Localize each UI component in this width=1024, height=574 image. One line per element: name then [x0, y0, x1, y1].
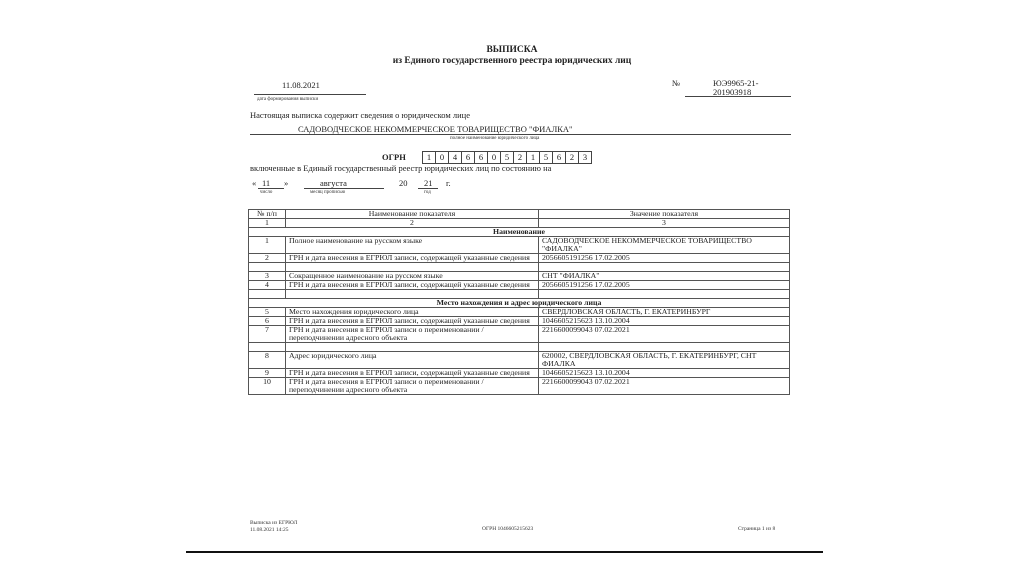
intro-text: Настоящая выписка содержит сведения о юридическом лице	[250, 110, 470, 120]
row-value: 620002, СВЕРДЛОВСКАЯ ОБЛАСТЬ, Г. ЕКАТЕРИНБУРГ, СНТ ФИАЛКА	[539, 352, 790, 369]
extract-number-line1: ЮЭ9965-21-	[713, 78, 759, 88]
row-number: 8	[249, 352, 286, 369]
row-number: 10	[249, 378, 286, 395]
organization-name: САДОВОДЧЕСКОЕ НЕКОММЕРЧЕСКОЕ ТОВАРИЩЕСТВО "ФИАЛКА"	[298, 124, 573, 134]
row-number: 5	[249, 308, 286, 317]
org-name-underline	[250, 134, 791, 135]
ogrn-digit: 2	[565, 151, 579, 164]
caption-year: год	[424, 190, 431, 195]
ogrn-digit: 1	[422, 151, 436, 164]
caption-month: месяц прописью	[310, 190, 346, 195]
row-value: СНТ "ФИАЛКА"	[539, 272, 790, 281]
included-text: включенные в Единый государственный реестр юридических лиц по состоянию на	[250, 163, 552, 173]
col-number: 1	[249, 219, 286, 228]
ogrn-digit: 6	[461, 151, 475, 164]
table-row	[249, 326, 790, 343]
row-indicator: Адрес юридического лица	[286, 352, 539, 369]
ogrn-digit: 1	[526, 151, 540, 164]
document-subtitle: из Единого государственного реестра юридических лиц	[392, 56, 632, 66]
year-prefix: 20	[399, 178, 408, 188]
row-number: 6	[249, 317, 286, 326]
row-value: 1046605215623 13.10.2004	[539, 369, 790, 378]
row-value: 2216600099043 07.02.2021	[539, 326, 790, 343]
row-indicator: Полное наименование на русском языке	[286, 237, 539, 254]
table-row	[249, 254, 790, 263]
row-value: СВЕРДЛОВСКАЯ ОБЛАСТЬ, Г. ЕКАТЕРИНБУРГ	[539, 308, 790, 317]
col-header-number: № п/п	[249, 210, 286, 219]
row-indicator: ГРН и дата внесения в ЕГРЮЛ записи о переименовании / переподчинении адресного объекта	[286, 326, 539, 343]
table-row	[249, 378, 790, 395]
date-underline	[254, 94, 366, 95]
org-name-caption: полное наименование юридического лица	[450, 136, 540, 141]
caption-day: число	[260, 190, 273, 195]
row-number: 4	[249, 281, 286, 290]
ogrn-label: ОГРН	[382, 152, 406, 162]
row-value: САДОВОДЧЕСКОЕ НЕКОММЕРЧЕСКОЕ ТОВАРИЩЕСТВО "ФИАЛКА"	[539, 237, 790, 254]
year-suffix: 21	[424, 178, 433, 188]
footer-extract-datetime: 11.08.2021 14:25	[250, 527, 289, 533]
document-title: ВЫПИСКА	[486, 45, 538, 55]
date-day: 11	[262, 178, 271, 188]
bottom-divider	[186, 551, 823, 553]
row-indicator: ГРН и дата внесения в ЕГРЮЛ записи, содержащей указанные сведения	[286, 281, 539, 290]
ogrn-digit: 0	[487, 151, 501, 164]
row-indicator: ГРН и дата внесения в ЕГРЮЛ записи, содержащей указанные сведения	[286, 369, 539, 378]
row-number: 3	[249, 272, 286, 281]
ogrn-digit: 2	[513, 151, 527, 164]
ogrn-digit: 5	[539, 151, 553, 164]
year-underline	[418, 188, 438, 189]
day-close-quote: »	[284, 178, 289, 188]
ogrn-digit: 0	[435, 151, 449, 164]
day-open-quote: «	[252, 178, 257, 188]
date-caption: дата формирования выписки	[257, 97, 319, 102]
col-header-value: Значение показателя	[539, 210, 790, 219]
date-month: августа	[320, 178, 347, 188]
row-indicator: Сокращенное наименование на русском языке	[286, 272, 539, 281]
row-value: 2056605191256 17.02.2005	[539, 281, 790, 290]
row-number: 2	[249, 254, 286, 263]
formation-date: 11.08.2021	[282, 80, 320, 90]
extract-number-line2: 201903918	[713, 87, 752, 97]
month-underline	[304, 188, 384, 189]
table-header-row	[249, 210, 790, 219]
egrul-table	[248, 209, 790, 395]
ogrn-digit: 5	[500, 151, 514, 164]
table-row	[249, 352, 790, 369]
row-indicator: ГРН и дата внесения в ЕГРЮЛ записи, содержащей указанные сведения	[286, 317, 539, 326]
col-number: 2	[286, 219, 539, 228]
section-title-name: Наименование	[249, 228, 790, 237]
row-value: 1046605215623 13.10.2004	[539, 317, 790, 326]
ogrn-digit: 6	[552, 151, 566, 164]
ogrn-digit: 4	[448, 151, 462, 164]
row-indicator: ГРН и дата внесения в ЕГРЮЛ записи, содержащей указанные сведения	[286, 254, 539, 263]
footer-page-number: Страница 1 из 8	[738, 526, 776, 532]
row-indicator: ГРН и дата внесения в ЕГРЮЛ записи о переименовании / переподчинении адресного объекта	[286, 378, 539, 395]
row-number: 7	[249, 326, 286, 343]
number-underline	[685, 96, 791, 97]
col-header-name: Наименование показателя	[286, 210, 539, 219]
number-sign: №	[672, 78, 681, 88]
day-underline	[258, 188, 284, 189]
footer-extract-label: Выписка из ЕГРЮЛ	[250, 520, 298, 526]
ogrn-digit: 6	[474, 151, 488, 164]
row-value: 2056605191256 17.02.2005	[539, 254, 790, 263]
row-number: 1	[249, 237, 286, 254]
year-label: г.	[446, 178, 451, 188]
footer-ogrn: ОГРН 1046605215623	[482, 526, 534, 532]
table-row	[249, 237, 790, 254]
row-number: 9	[249, 369, 286, 378]
ogrn-digit: 3	[578, 151, 592, 164]
row-indicator: Место нахождения юридического лица	[286, 308, 539, 317]
section-title-address: Место нахождения и адрес юридического лица	[249, 299, 790, 308]
col-number: 3	[539, 219, 790, 228]
table-row	[249, 281, 790, 290]
row-value: 2216600099043 07.02.2021	[539, 378, 790, 395]
